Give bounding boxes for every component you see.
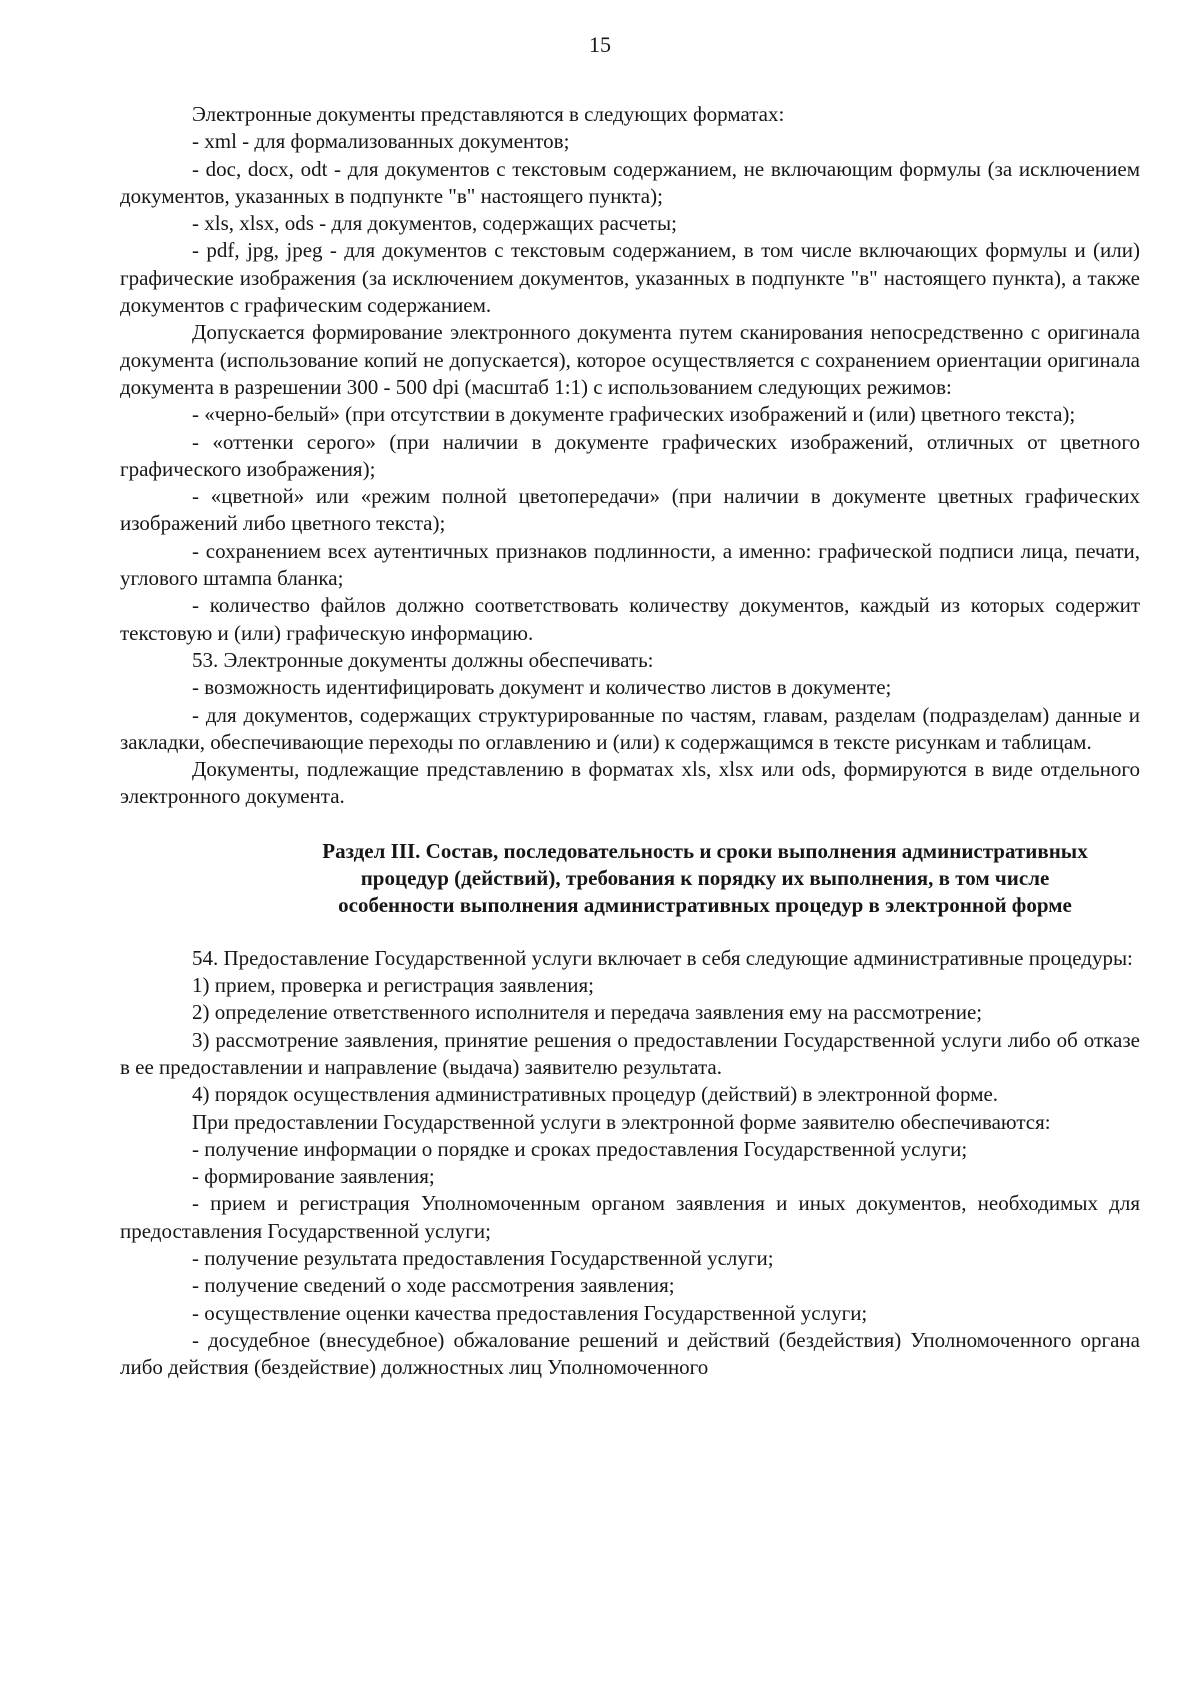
- section-heading-line: процедур (действий), требования к порядку их выполнения, в том числе: [360, 865, 1050, 890]
- list-item-pdf: - pdf, jpg, jpeg - для документов с текстовым содержанием, в том числе включающих формулы и (или) графические изображения (за исключением документов, указанных в подпункте "в" настоящего пункта), а также документов с графическим содержанием.: [120, 238, 1140, 318]
- list-item-registration: - прием и регистрация Уполномоченным органом заявления и иных документов, необходимых для предоставления Государственной услуги;: [120, 1191, 1140, 1243]
- section-heading-line: Раздел III. Состав, последовательность и сроки выполнения административных: [322, 838, 1088, 863]
- section-heading: [120, 838, 1140, 919]
- list-item-xls: - xls, xlsx, ods - для документов, содержащих расчеты;: [192, 211, 677, 236]
- list-item-authenticity: - сохранением всех аутентичных признаков подлинности, а именно: графической подписи лица, печати, углового штампа бланка;: [120, 538, 1140, 591]
- list-item-quality: - осуществление оценки качества предоставления Государственной услуги;: [192, 1300, 868, 1325]
- paragraph-electronic-form: При предоставлении Государственной услуги в электронной форме заявителю обеспечиваются:: [192, 1109, 1051, 1134]
- list-item-form-application: - формирование заявления;: [192, 1164, 435, 1189]
- list-item-structured: - для документов, содержащих структурированные по частям, главам, разделам (подразделам) данные и закладки, обеспечивающие переходы по оглавлению и (или) к содержащимся в тексте рисункам и таблицам.: [120, 702, 1140, 754]
- paragraph-53: 53. Электронные документы должны обеспечивать:: [192, 647, 654, 672]
- page-number: 15: [589, 32, 611, 57]
- list-item-procedure-1: 1) прием, проверка и регистрация заявления;: [192, 973, 594, 998]
- list-item-result: - получение результата предоставления Государственной услуги;: [192, 1245, 774, 1270]
- document-body: [120, 101, 1140, 1381]
- paragraph-scanning: Допускается формирование электронного документа путем сканирования непосредственно с оригинала документа (использование копий не допускается), которое осуществляется с сохранением ориентации оригинала документа в разрешении 300 - 500 dpi (масштаб 1:1) с использованием следующих режимов:: [120, 320, 1140, 399]
- list-item-grayscale: - «оттенки серого» (при наличии в документе графических изображений, отличных от цветного графического изображения);: [120, 429, 1140, 481]
- list-item-procedure-4: 4) порядок осуществления административных процедур (действий) в электронной форме.: [192, 1082, 999, 1107]
- list-item-appeal: - досудебное (внесудебное) обжалование решений и действий (бездействия) Уполномоченного органа либо действия (бездействие) должностных лиц Уполномоченного: [120, 1327, 1140, 1380]
- list-item-procedure-2: 2) определение ответственного исполнителя и передача заявления ему на рассмотрение;: [192, 1000, 983, 1025]
- list-item-color: - «цветной» или «режим полной цветопередачи» (при наличии в документе цветных графических изображений либо цветного текста);: [120, 484, 1140, 536]
- list-item-file-count: - количество файлов должно соответствовать количеству документов, каждый из которых содержит текстовую и (или) графическую информацию.: [120, 593, 1140, 645]
- paragraph-separate-docs: Документы, подлежащие представлению в форматах xls, xlsx или ods, формируются в виде отдельного электронного документа.: [120, 757, 1140, 809]
- list-item-black-white: - «черно-белый» (при отсутствии в документе графических изображений и (или) цветного текста);: [192, 402, 1076, 427]
- list-item-info: - получение информации о порядке и сроках предоставления Государственной услуги;: [192, 1136, 968, 1161]
- paragraph-54: 54. Предоставление Государственной услуги включает в себя следующие административные процедуры:: [192, 945, 1133, 970]
- list-item-doc: - doc, docx, odt - для документов с текстовым содержанием, не включающим формулы (за исключением документов, указанных в подпункте "в" настоящего пункта);: [120, 156, 1140, 208]
- list-item-xml: - xml - для формализованных документов;: [192, 129, 570, 154]
- list-item-procedure-3: 3) рассмотрение заявления, принятие решения о предоставлении Государственной услуги либо об отказе в ее предоставлении и направление (выдача) заявителю результата.: [120, 1027, 1140, 1079]
- section-heading-line: особенности выполнения административных процедур в электронной форме: [338, 892, 1072, 917]
- list-item-progress: - получение сведений о ходе рассмотрения заявления;: [192, 1273, 675, 1298]
- paragraph-formats-intro: Электронные документы представляются в следующих форматах:: [192, 102, 785, 126]
- list-item-identify: - возможность идентифицировать документ и количество листов в документе;: [192, 675, 892, 700]
